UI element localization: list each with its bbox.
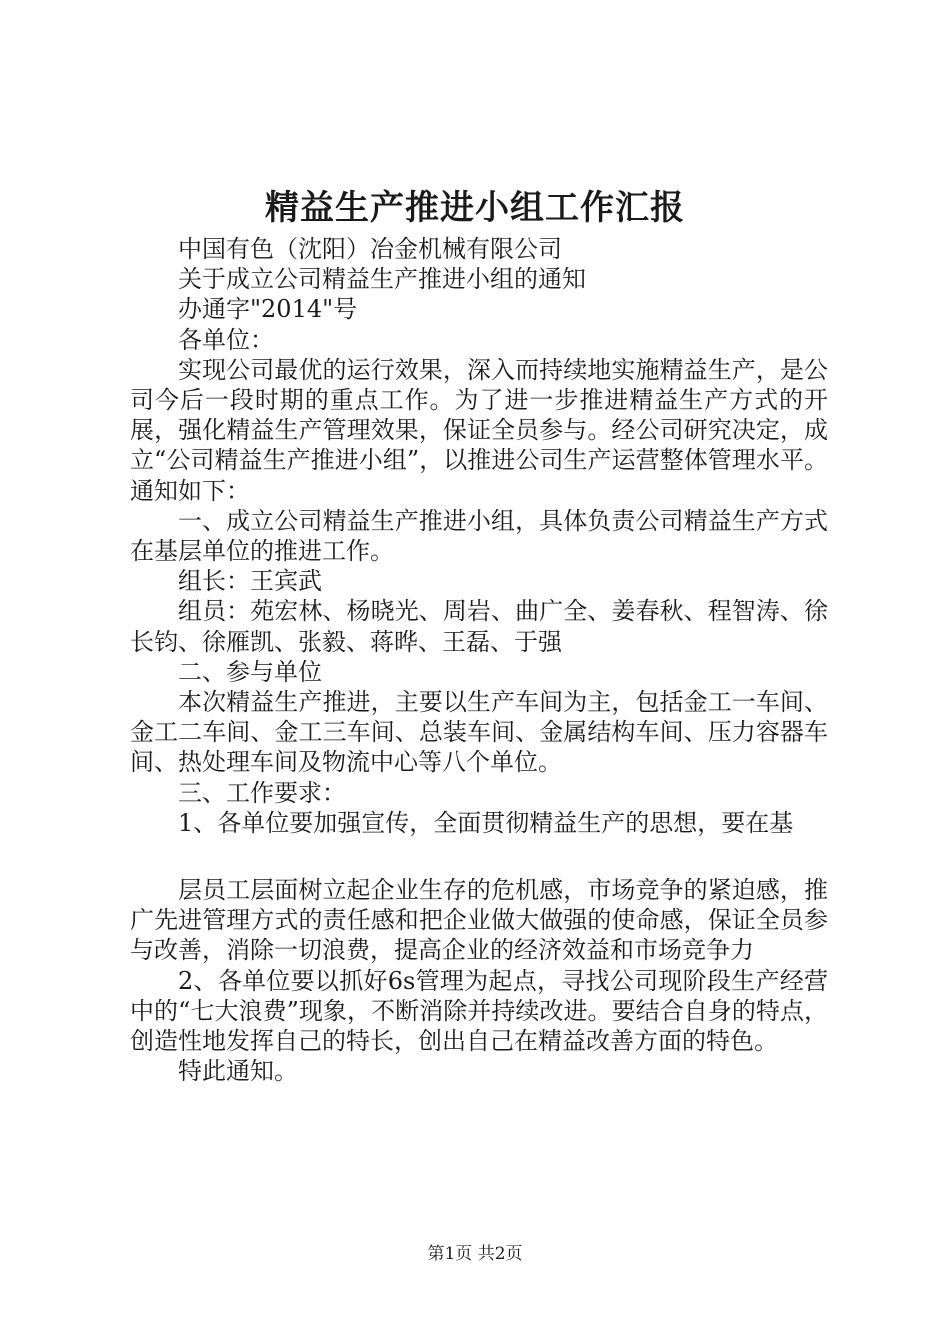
document-title: 精益生产推进小组工作汇报 xyxy=(265,188,685,228)
paragraph-section-2-heading: 二、参与单位 xyxy=(178,657,322,686)
paragraph-doc-number: 办通字"2014"号 xyxy=(178,295,358,324)
paragraph-closing: 特此通知。 xyxy=(178,1057,298,1086)
body-text-block-1 xyxy=(130,234,828,838)
paragraph-requirement-2: 2、各单位要以抓好6s管理为起点，寻找公司现阶段生产经营中的“七大浪费”现象，不断消除并持续改进。要结合自身的特点，创造性地发挥自己的特长，创出自己在精益改善方面的特色。 xyxy=(130,966,828,1056)
paragraph-section-1: 一、成立公司精益生产推进小组，具体负责公司精益生产方式在基层单位的推进工作。 xyxy=(130,506,828,566)
paragraph-members: 组员：苑宏林、杨晓光、周岩、曲广全、姜春秋、程智涛、徐长钧、徐雁凯、张毅、蒋晔、王磊、于强 xyxy=(130,597,828,656)
body-text-block-2 xyxy=(130,875,828,1086)
paragraph-section-2-body: 本次精益生产推进，主要以生产车间为主，包括金工一车间、金工二车间、金工三车间、总装车间、金属结构车间、压力容器车间、热处理车间及物流中心等八个单位。 xyxy=(130,688,828,777)
page-footer: 第1页 共2页 xyxy=(427,1244,523,1264)
paragraph-section-3-heading: 三、工作要求： xyxy=(178,778,346,807)
paragraph-intro: 实现公司最优的运行效果，深入而持续地实施精益生产，是公司今后一段时期的重点工作。为了进一步推进精益生产方式的开展，强化精益生产管理效果，保证全员参与。经公司研究决定，成立“公司精益生产推进小组”，以推进公司生产运营整体管理水平。通知如下： xyxy=(130,355,828,505)
paragraph-requirement-1-start: 1、各单位要加强宣传，全面贯彻精益生产的思想，要在基 xyxy=(178,808,794,837)
paragraph-notice-title: 关于成立公司精益生产推进小组的通知 xyxy=(178,265,586,294)
paragraph-requirement-1-cont: 层员工层面树立起企业生存的危机感，市场竞争的紧迫感，推广先进管理方式的责任感和把企业做大做强的使命感，保证全员参与改善，消除一切浪费，提高企业的经济效益和市场竞争力 xyxy=(130,876,828,965)
paragraph-salutation: 各单位： xyxy=(178,325,274,354)
paragraph-leader: 组长：王宾武 xyxy=(178,567,322,596)
paragraph-company: 中国有色（沈阳）冶金机械有限公司 xyxy=(178,235,562,263)
